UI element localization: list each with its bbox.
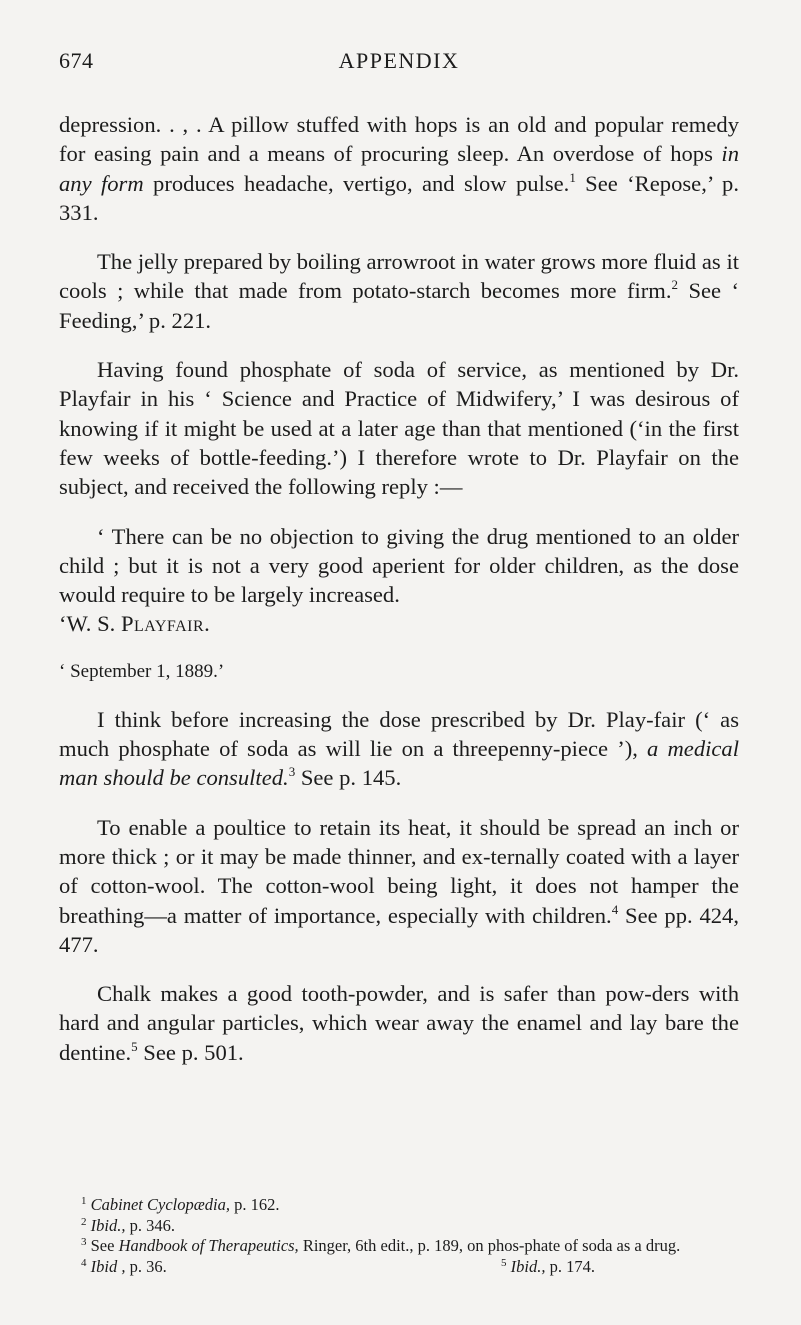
footnote-ref: 1	[569, 169, 576, 185]
footnote-4: $^4$ Ibid , p. 36.	[81, 1256, 167, 1276]
paragraph-hops: depression. . , . A pillow stuffed with hops is an old and popular remedy for easing pain and a means of procuring sleep. An overdose of hops in any form produces headache, vertigo, and slow pulse.$^1$ See ‘Repose,’ p. 331.	[59, 112, 739, 225]
footnote-2: $^2$ Ibid., p. 346.	[81, 1215, 175, 1235]
footnote-ref: 3	[288, 764, 296, 780]
paragraph-arrowroot: The jelly prepared by boiling arrowroot in water grows more fluid as it cools ; while that made from potato-starch becomes more firm.$^2$ See ‘ Feeding,’ p. 221.	[59, 249, 739, 333]
paragraph-poultice: To enable a poultice to retain its heat, it should be spread an inch or more thick ; or it may be made thinner, and ex-ternally coated with a layer of cotton-wool. The cotton-wool being light, it does not hamper the breathing—a matter of importance, especially with children.$^4$ See pp. 424, 477.	[59, 814, 739, 957]
paragraph-dose: I think before increasing the dose prescribed by Dr. Play-fair (‘ as much phosphate of soda as will lie on a threepenny-piece ’), a medical man should be consulted.$^3$ See p. 145.	[59, 706, 739, 791]
page-header	[59, 48, 739, 78]
letter-date: ‘ September 1, 1889.’	[59, 660, 225, 682]
body-text	[59, 110, 739, 1087]
paragraph-quoted-reply: ‘ There can be no objection to giving the drug mentioned to an older child ; but it is not a very good aperient for older children, as the dose would require to be largely increased.	[59, 523, 739, 608]
signature: ‘W. S. Playfair.	[59, 611, 211, 637]
page-number: 674	[59, 48, 94, 73]
footnote-ref: 4	[611, 901, 619, 917]
footnote-ref: 5	[131, 1038, 138, 1054]
emphasis: in any form	[59, 141, 739, 196]
paragraph-phosphate: Having found phosphate of soda of service, as mentioned by Dr. Playfair in his ‘ Science and Practice of Midwifery,’ I was desirous of knowing if it might be used at a later age than that mentioned (‘in the first few weeks of bottle-feeding.’) I therefore wrote to Dr. Playfair on the subject, and received the following reply :—	[59, 357, 739, 500]
footnote-1: $^1$ Cabinet Cyclopædia, p. 162.	[81, 1195, 280, 1214]
footnote-3: $^3$ See Handbook of Therapeutics, Ringer, 6th edit., p. 189, on phos-phate of soda as a drug.	[81, 1236, 681, 1255]
running-title: APPENDIX	[338, 48, 460, 73]
paragraph-chalk: Chalk makes a good tooth-powder, and is safer than pow-ders with hard and angular particles, which wear away the enamel and lay bare the dentine.$^5$ See p. 501.	[59, 981, 739, 1065]
footnotes-4-5	[59, 1257, 739, 1278]
emphasis: a medical man should be consulted.	[59, 736, 739, 791]
footnote-ref: 2	[671, 277, 679, 293]
footnotes	[59, 1195, 739, 1277]
footnote-5: $^5$ Ibid., p. 174.	[501, 1256, 595, 1276]
